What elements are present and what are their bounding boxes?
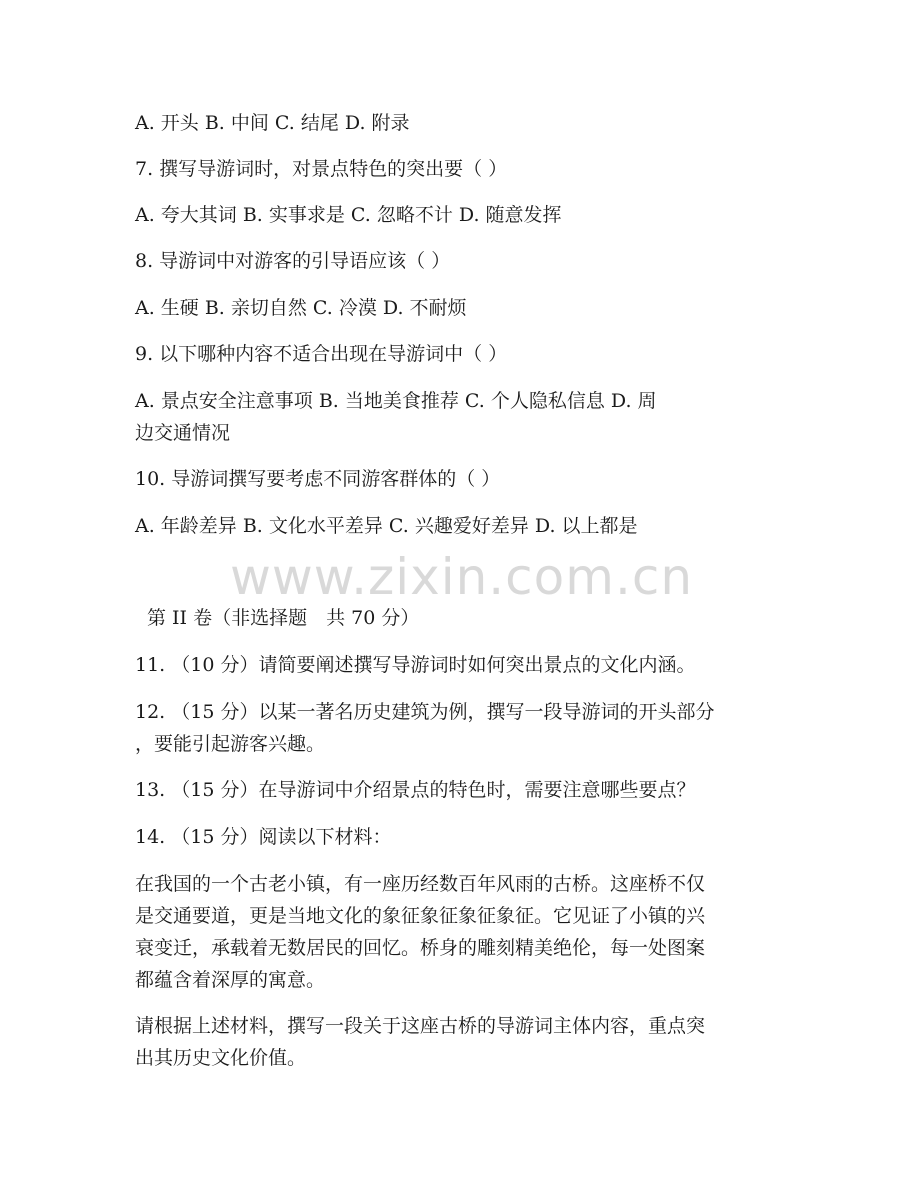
q12-text-line2: ，要能引起游客兴趣。 xyxy=(135,733,326,755)
q8-options: A. 生硬 B. 亲切自然 C. 冷漠 D. 不耐烦 xyxy=(135,297,467,319)
q13-text: 13. （15 分）在导游词中介绍景点的特色时，需要注意哪些要点？ xyxy=(135,779,696,801)
q10-options: A. 年龄差异 B. 文化水平差异 C. 兴趣爱好差异 D. 以上都是 xyxy=(135,515,638,537)
q9-stem: 9. 以下哪种内容不适合出现在导游词中（ ） xyxy=(135,343,508,365)
q14-text: 14. （15 分）阅读以下材料： xyxy=(135,826,392,848)
q7-options: A. 夸大其词 B. 实事求是 C. 忽略不计 D. 随意发挥 xyxy=(135,204,562,226)
q9-options-line1: A. 景点安全注意事项 B. 当地美食推荐 C. 个人隐私信息 D. 周 xyxy=(135,390,657,412)
material-line3: 衰变迁，承载着无数居民的回忆。桥身的雕刻精美绝伦，每一处图案 xyxy=(135,937,706,959)
q7-stem: 7. 撰写导游词时，对景点特色的突出要（ ） xyxy=(135,158,508,180)
instruction-line1: 请根据上述材料，撰写一段关于这座古桥的导游词主体内容，重点突 xyxy=(135,1015,706,1037)
q12-text-line1: 12. （15 分）以某一著名历史建筑为例，撰写一段导游词的开头部分 xyxy=(135,701,715,723)
material-line4: 都蕴含着深厚的寓意。 xyxy=(135,969,326,991)
section-heading: 第 II 卷（非选择题 共 70 分） xyxy=(147,607,420,629)
q6-options: A. 开头 B. 中间 C. 结尾 D. 附录 xyxy=(135,112,410,134)
q8-stem: 8. 导游词中对游客的引导语应该（ ） xyxy=(135,250,451,272)
instruction-line2: 出其历史文化价值。 xyxy=(135,1047,307,1069)
q9-options-line2: 边交通情况 xyxy=(135,422,231,444)
material-line2: 是交通要道，更是当地文化的象征象征象征象征。它见证了小镇的兴 xyxy=(135,905,706,927)
watermark: www.zixin.com.cn xyxy=(230,548,694,606)
material-line1: 在我国的一个古老小镇，有一座历经数百年风雨的古桥。这座桥不仅 xyxy=(135,873,706,895)
q11-text: 11. （10 分）请简要阐述撰写导游词时如何突出景点的文化内涵。 xyxy=(135,654,696,676)
q10-stem: 10. 导游词撰写要考虑不同游客群体的（ ） xyxy=(135,468,501,490)
